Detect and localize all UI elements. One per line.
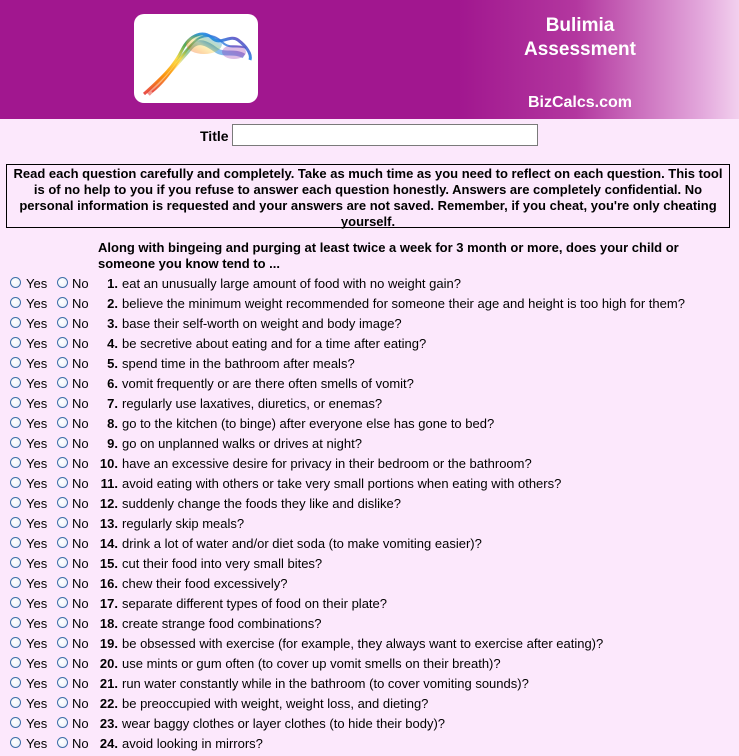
yes-label[interactable]: Yes: [26, 536, 48, 551]
no-label[interactable]: No: [72, 336, 89, 351]
yes-label[interactable]: Yes: [26, 356, 48, 371]
question-row: [0, 654, 739, 674]
no-radio[interactable]: [57, 377, 68, 388]
no-radio[interactable]: [57, 337, 68, 348]
question-row: [0, 694, 739, 714]
yes-radio[interactable]: [10, 397, 21, 408]
no-label[interactable]: No: [72, 616, 89, 631]
no-label[interactable]: No: [72, 636, 89, 651]
question-list: [0, 274, 739, 754]
question-number: 12.: [99, 496, 118, 511]
no-label[interactable]: No: [72, 676, 89, 691]
question-text: cut their food into very small bites?: [122, 556, 323, 571]
question-number: 9.: [107, 436, 118, 451]
question-number: 21.: [99, 676, 118, 691]
question-number: 24.: [99, 736, 118, 751]
question-text: have an excessive desire for privacy in their bedroom or the bathroom?: [122, 456, 532, 471]
question-number: 14.: [99, 536, 118, 551]
yes-label[interactable]: Yes: [26, 736, 48, 751]
question-text: eat an unusually large amount of food with no weight gain?: [122, 276, 461, 291]
yes-radio[interactable]: [10, 617, 21, 628]
no-radio[interactable]: [57, 677, 68, 688]
question-row: [0, 414, 739, 434]
yes-radio[interactable]: [10, 297, 21, 308]
no-radio[interactable]: [57, 737, 68, 748]
no-radio[interactable]: [57, 277, 68, 288]
yes-label[interactable]: Yes: [26, 556, 48, 571]
no-radio[interactable]: [57, 657, 68, 668]
question-number: 1.: [107, 276, 118, 291]
yes-label[interactable]: Yes: [26, 296, 48, 311]
yes-label[interactable]: Yes: [26, 676, 48, 691]
yes-label[interactable]: Yes: [26, 696, 48, 711]
yes-radio[interactable]: [10, 497, 21, 508]
question-number: 18.: [99, 616, 118, 631]
question-row: [0, 534, 739, 554]
page-title: Bulimia Assessment: [524, 15, 636, 60]
yes-label[interactable]: Yes: [26, 716, 48, 731]
question-text: be obsessed with exercise (for example, they always want to exercise after eating)?: [122, 636, 604, 651]
yes-radio[interactable]: [10, 557, 21, 568]
yes-radio[interactable]: [10, 677, 21, 688]
no-radio[interactable]: [57, 537, 68, 548]
question-text: regularly skip meals?: [122, 516, 245, 531]
yes-label[interactable]: Yes: [26, 436, 48, 451]
question-number: 17.: [99, 596, 118, 611]
no-label[interactable]: No: [72, 536, 89, 551]
yes-label[interactable]: Yes: [26, 456, 48, 471]
no-radio[interactable]: [57, 457, 68, 468]
question-text: go on unplanned walks or drives at night?: [122, 436, 362, 451]
question-text: believe the minimum weight recommended for someone their age and height is too high for them?: [122, 296, 685, 311]
yes-label[interactable]: Yes: [26, 596, 48, 611]
question-number: 4.: [107, 336, 118, 351]
yes-radio[interactable]: [10, 317, 21, 328]
no-radio[interactable]: [57, 357, 68, 368]
no-label[interactable]: No: [72, 316, 89, 331]
page-header: [0, 0, 739, 119]
site-name-link[interactable]: BizCalcs.com: [527, 94, 633, 111]
question-row: [0, 734, 739, 754]
question-row: [0, 634, 739, 654]
no-radio[interactable]: [57, 577, 68, 588]
yes-label[interactable]: Yes: [26, 336, 48, 351]
question-number: 3.: [107, 316, 118, 331]
yes-radio[interactable]: [10, 597, 21, 608]
yes-radio[interactable]: [10, 477, 21, 488]
question-number: 16.: [99, 576, 118, 591]
question-lead-text: Along with bingeing and purging at least twice a week for 3 month or more, does your child or someone you know tend to ...: [98, 240, 679, 271]
colorful-smoke-icon: [134, 14, 258, 103]
question-row: [0, 454, 739, 474]
question-row: [0, 314, 739, 334]
question-number: 2.: [107, 296, 118, 311]
yes-radio[interactable]: [10, 697, 21, 708]
no-radio[interactable]: [57, 597, 68, 608]
yes-label[interactable]: Yes: [26, 636, 48, 651]
no-radio[interactable]: [57, 317, 68, 328]
no-radio[interactable]: [57, 297, 68, 308]
yes-label[interactable]: Yes: [26, 476, 48, 491]
yes-radio[interactable]: [10, 437, 21, 448]
no-label[interactable]: No: [72, 656, 89, 671]
yes-radio[interactable]: [10, 637, 21, 648]
title-label: Title: [200, 128, 229, 144]
no-label[interactable]: No: [72, 496, 89, 511]
yes-label[interactable]: Yes: [26, 616, 48, 631]
question-row: [0, 554, 739, 574]
no-radio[interactable]: [57, 497, 68, 508]
yes-radio[interactable]: [10, 737, 21, 748]
no-radio[interactable]: [57, 717, 68, 728]
question-number: 15.: [99, 556, 118, 571]
instructions-box: Read each question carefully and completely. Take as much time as you need to reflect on each question. This tool is of no help to you if you refuse to answer each question honestly. Answers are completely confidential. No personal information is requested and your answers are not saved. Remember, if you cheat, you're only cheating yourself.: [6, 164, 730, 228]
yes-label[interactable]: Yes: [26, 416, 48, 431]
question-row: [0, 294, 739, 314]
question-row: [0, 574, 739, 594]
question-text: create strange food combinations?: [122, 616, 322, 631]
question-row: [0, 274, 739, 294]
yes-label[interactable]: Yes: [26, 496, 48, 511]
yes-label[interactable]: Yes: [26, 656, 48, 671]
no-radio[interactable]: [57, 397, 68, 408]
yes-radio[interactable]: [10, 357, 21, 368]
question-text: suddenly change the foods they like and dislike?: [122, 496, 401, 511]
question-text: chew their food excessively?: [122, 576, 288, 591]
question-number: 19.: [99, 636, 118, 651]
no-label[interactable]: No: [72, 576, 89, 591]
no-radio[interactable]: [57, 557, 68, 568]
no-label[interactable]: No: [72, 516, 89, 531]
question-number: 22.: [99, 696, 118, 711]
no-label[interactable]: No: [72, 276, 89, 291]
question-text: vomit frequently or are there often smells of vomit?: [122, 376, 414, 391]
no-radio[interactable]: [57, 637, 68, 648]
question-text: avoid looking in mirrors?: [122, 736, 263, 751]
question-row: [0, 714, 739, 734]
yes-label[interactable]: Yes: [26, 576, 48, 591]
no-label[interactable]: No: [72, 476, 89, 491]
question-text: base their self-worth on weight and body image?: [122, 316, 402, 331]
yes-radio[interactable]: [10, 277, 21, 288]
question-text: avoid eating with others or take very small portions when eating with others?: [122, 476, 562, 491]
question-text: separate different types of food on their plate?: [122, 596, 387, 611]
no-label[interactable]: No: [72, 556, 89, 571]
yes-radio[interactable]: [10, 577, 21, 588]
question-row: [0, 514, 739, 534]
no-label[interactable]: No: [72, 416, 89, 431]
no-label[interactable]: No: [72, 456, 89, 471]
no-label[interactable]: No: [72, 716, 89, 731]
yes-radio[interactable]: [10, 657, 21, 668]
question-number: 23.: [99, 716, 118, 731]
question-row: [0, 614, 739, 634]
question-text: be preoccupied with weight, weight loss, and dieting?: [122, 696, 429, 711]
question-row: [0, 374, 739, 394]
no-label[interactable]: No: [72, 696, 89, 711]
question-number: 5.: [107, 356, 118, 371]
question-row: [0, 354, 739, 374]
question-text: be secretive about eating and for a time after eating?: [122, 336, 427, 351]
question-text: spend time in the bathroom after meals?: [122, 356, 355, 371]
no-label[interactable]: No: [72, 596, 89, 611]
title-row: [0, 124, 739, 150]
yes-radio[interactable]: [10, 537, 21, 548]
yes-radio[interactable]: [10, 517, 21, 528]
title-input[interactable]: [232, 124, 538, 146]
question-row: [0, 434, 739, 454]
no-radio[interactable]: [57, 477, 68, 488]
no-label[interactable]: No: [72, 296, 89, 311]
yes-label[interactable]: Yes: [26, 316, 48, 331]
question-text: go to the kitchen (to binge) after everyone else has gone to bed?: [122, 416, 495, 431]
question-text: drink a lot of water and/or diet soda (to make vomiting easier)?: [122, 536, 482, 551]
no-label[interactable]: No: [72, 396, 89, 411]
yes-label[interactable]: Yes: [26, 276, 48, 291]
question-text: regularly use laxatives, diuretics, or enemas?: [122, 396, 383, 411]
yes-radio[interactable]: [10, 457, 21, 468]
no-label[interactable]: No: [72, 736, 89, 751]
question-row: [0, 334, 739, 354]
question-text: wear baggy clothes or layer clothes (to hide their body)?: [122, 716, 446, 731]
yes-radio[interactable]: [10, 417, 21, 428]
no-label[interactable]: No: [72, 436, 89, 451]
question-number: 10.: [99, 456, 118, 471]
question-number: 11.: [100, 476, 118, 491]
no-label[interactable]: No: [72, 356, 89, 371]
question-row: [0, 394, 739, 414]
question-row: [0, 494, 739, 514]
yes-label[interactable]: Yes: [26, 376, 48, 391]
no-radio[interactable]: [57, 437, 68, 448]
question-number: 7.: [107, 396, 118, 411]
question-text: use mints or gum often (to cover up vomit smells on their breath)?: [122, 656, 501, 671]
no-radio[interactable]: [57, 417, 68, 428]
yes-radio[interactable]: [10, 337, 21, 348]
yes-radio[interactable]: [10, 717, 21, 728]
yes-label[interactable]: Yes: [26, 516, 48, 531]
no-radio[interactable]: [57, 697, 68, 708]
question-number: 6.: [107, 376, 118, 391]
question-number: 13.: [99, 516, 118, 531]
question-number: 20.: [99, 656, 118, 671]
question-row: [0, 474, 739, 494]
question-number: 8.: [107, 416, 118, 431]
question-row: [0, 674, 739, 694]
question-row: [0, 594, 739, 614]
no-label[interactable]: No: [72, 376, 89, 391]
smoke-logo-image: [134, 14, 258, 103]
yes-label[interactable]: Yes: [26, 396, 48, 411]
no-radio[interactable]: [57, 517, 68, 528]
yes-radio[interactable]: [10, 377, 21, 388]
no-radio[interactable]: [57, 617, 68, 628]
question-text: run water constantly while in the bathroom (to cover vomiting sounds)?: [122, 676, 529, 691]
